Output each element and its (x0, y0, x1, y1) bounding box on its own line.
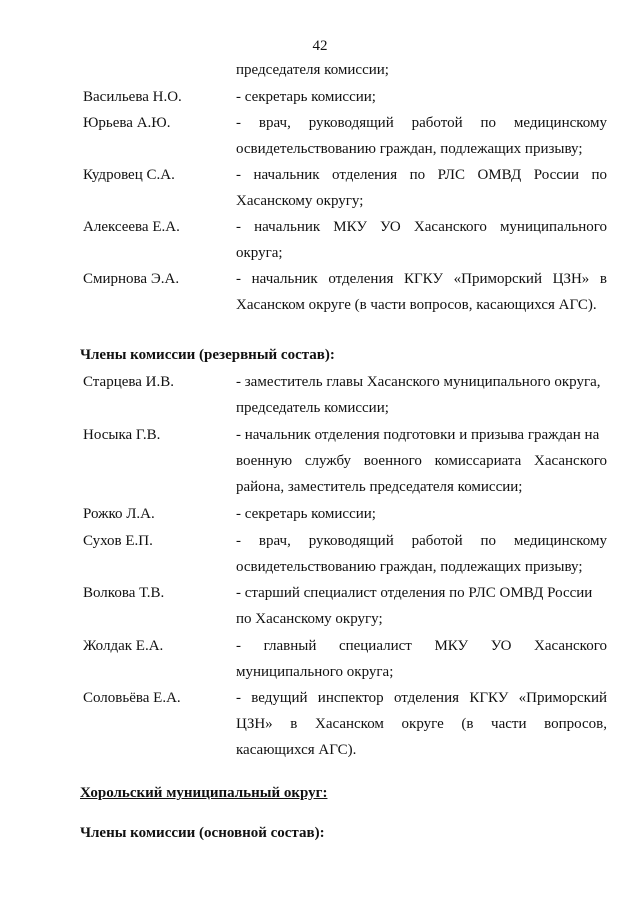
member-role: - врач, руководящий работой по медицинскому (236, 533, 607, 549)
member-name: Волкова Т.В. (83, 585, 165, 601)
member-role-continuation: района, заместитель председателя комиссии; (236, 479, 523, 495)
member-role-continuation: Хасанском округе (в части вопросов, касающихся АГС). (236, 297, 597, 313)
member-role: - начальник отделения КГКУ «Приморский ЦЗН» в (236, 271, 607, 287)
member-name: Соловьёва Е.А. (83, 690, 181, 706)
member-role-continuation: по Хасанскому округу; (236, 611, 383, 627)
member-name: Старцева И.В. (83, 374, 175, 390)
member-name: Васильева Н.О. (83, 89, 182, 105)
member-role: - старший специалист отделения по РЛС ОМВД России (236, 585, 593, 601)
member-role-continuation: освидетельствованию граждан, подлежащих призыву; (236, 559, 583, 575)
member-role-continuation: освидетельствованию граждан, подлежащих призыву; (236, 141, 583, 157)
district-heading: Хорольский муниципальный округ: (80, 785, 328, 801)
member-role-continuation: касающихся АГС). (236, 742, 357, 758)
member-name: Юрьева А.Ю. (83, 115, 171, 131)
member-name: Алексеева Е.А. (83, 219, 180, 235)
section-heading: Члены комиссии (основной состав): (80, 825, 325, 841)
member-role: - заместитель главы Хасанского муниципального округа, (236, 374, 601, 390)
member-role-continuation: Хасанскому округу; (236, 193, 364, 209)
member-role: - ведущий инспектор отделения КГКУ «Приморский (236, 690, 607, 706)
member-role: - секретарь комиссии; (236, 89, 376, 105)
member-role: - врач, руководящий работой по медицинскому (236, 115, 607, 131)
member-role-continuation: муниципального округа; (236, 664, 394, 680)
member-name: Жолдак Е.А. (83, 638, 164, 654)
member-name: Сухов Е.П. (83, 533, 153, 549)
member-role: - секретарь комиссии; (236, 506, 376, 522)
section-heading: Члены комиссии (резервный состав): (80, 347, 335, 363)
member-name: Носыка Г.В. (83, 427, 161, 443)
member-name: Смирнова Э.А. (83, 271, 180, 287)
role-continuation: председателя комиссии; (236, 62, 389, 78)
member-role-continuation: округа; (236, 245, 283, 261)
member-role-continuation: председатель комиссии; (236, 400, 389, 416)
member-role: - начальник отделения подготовки и призыва граждан на (236, 427, 600, 443)
page-number: 42 (312, 38, 328, 54)
member-role: - главный специалист МКУ УО Хасанского (236, 638, 607, 654)
member-role-continuation: военную службу военного комиссариата Хасанского (236, 453, 607, 469)
member-role-continuation: ЦЗН» в Хасанском округе (в части вопросов, (236, 716, 607, 732)
member-name: Рожко Л.А. (83, 506, 155, 522)
member-name: Кудровец С.А. (83, 167, 175, 183)
member-role: - начальник МКУ УО Хасанского муниципального (236, 219, 607, 235)
member-role: - начальник отделения по РЛС ОМВД России по (236, 167, 607, 183)
